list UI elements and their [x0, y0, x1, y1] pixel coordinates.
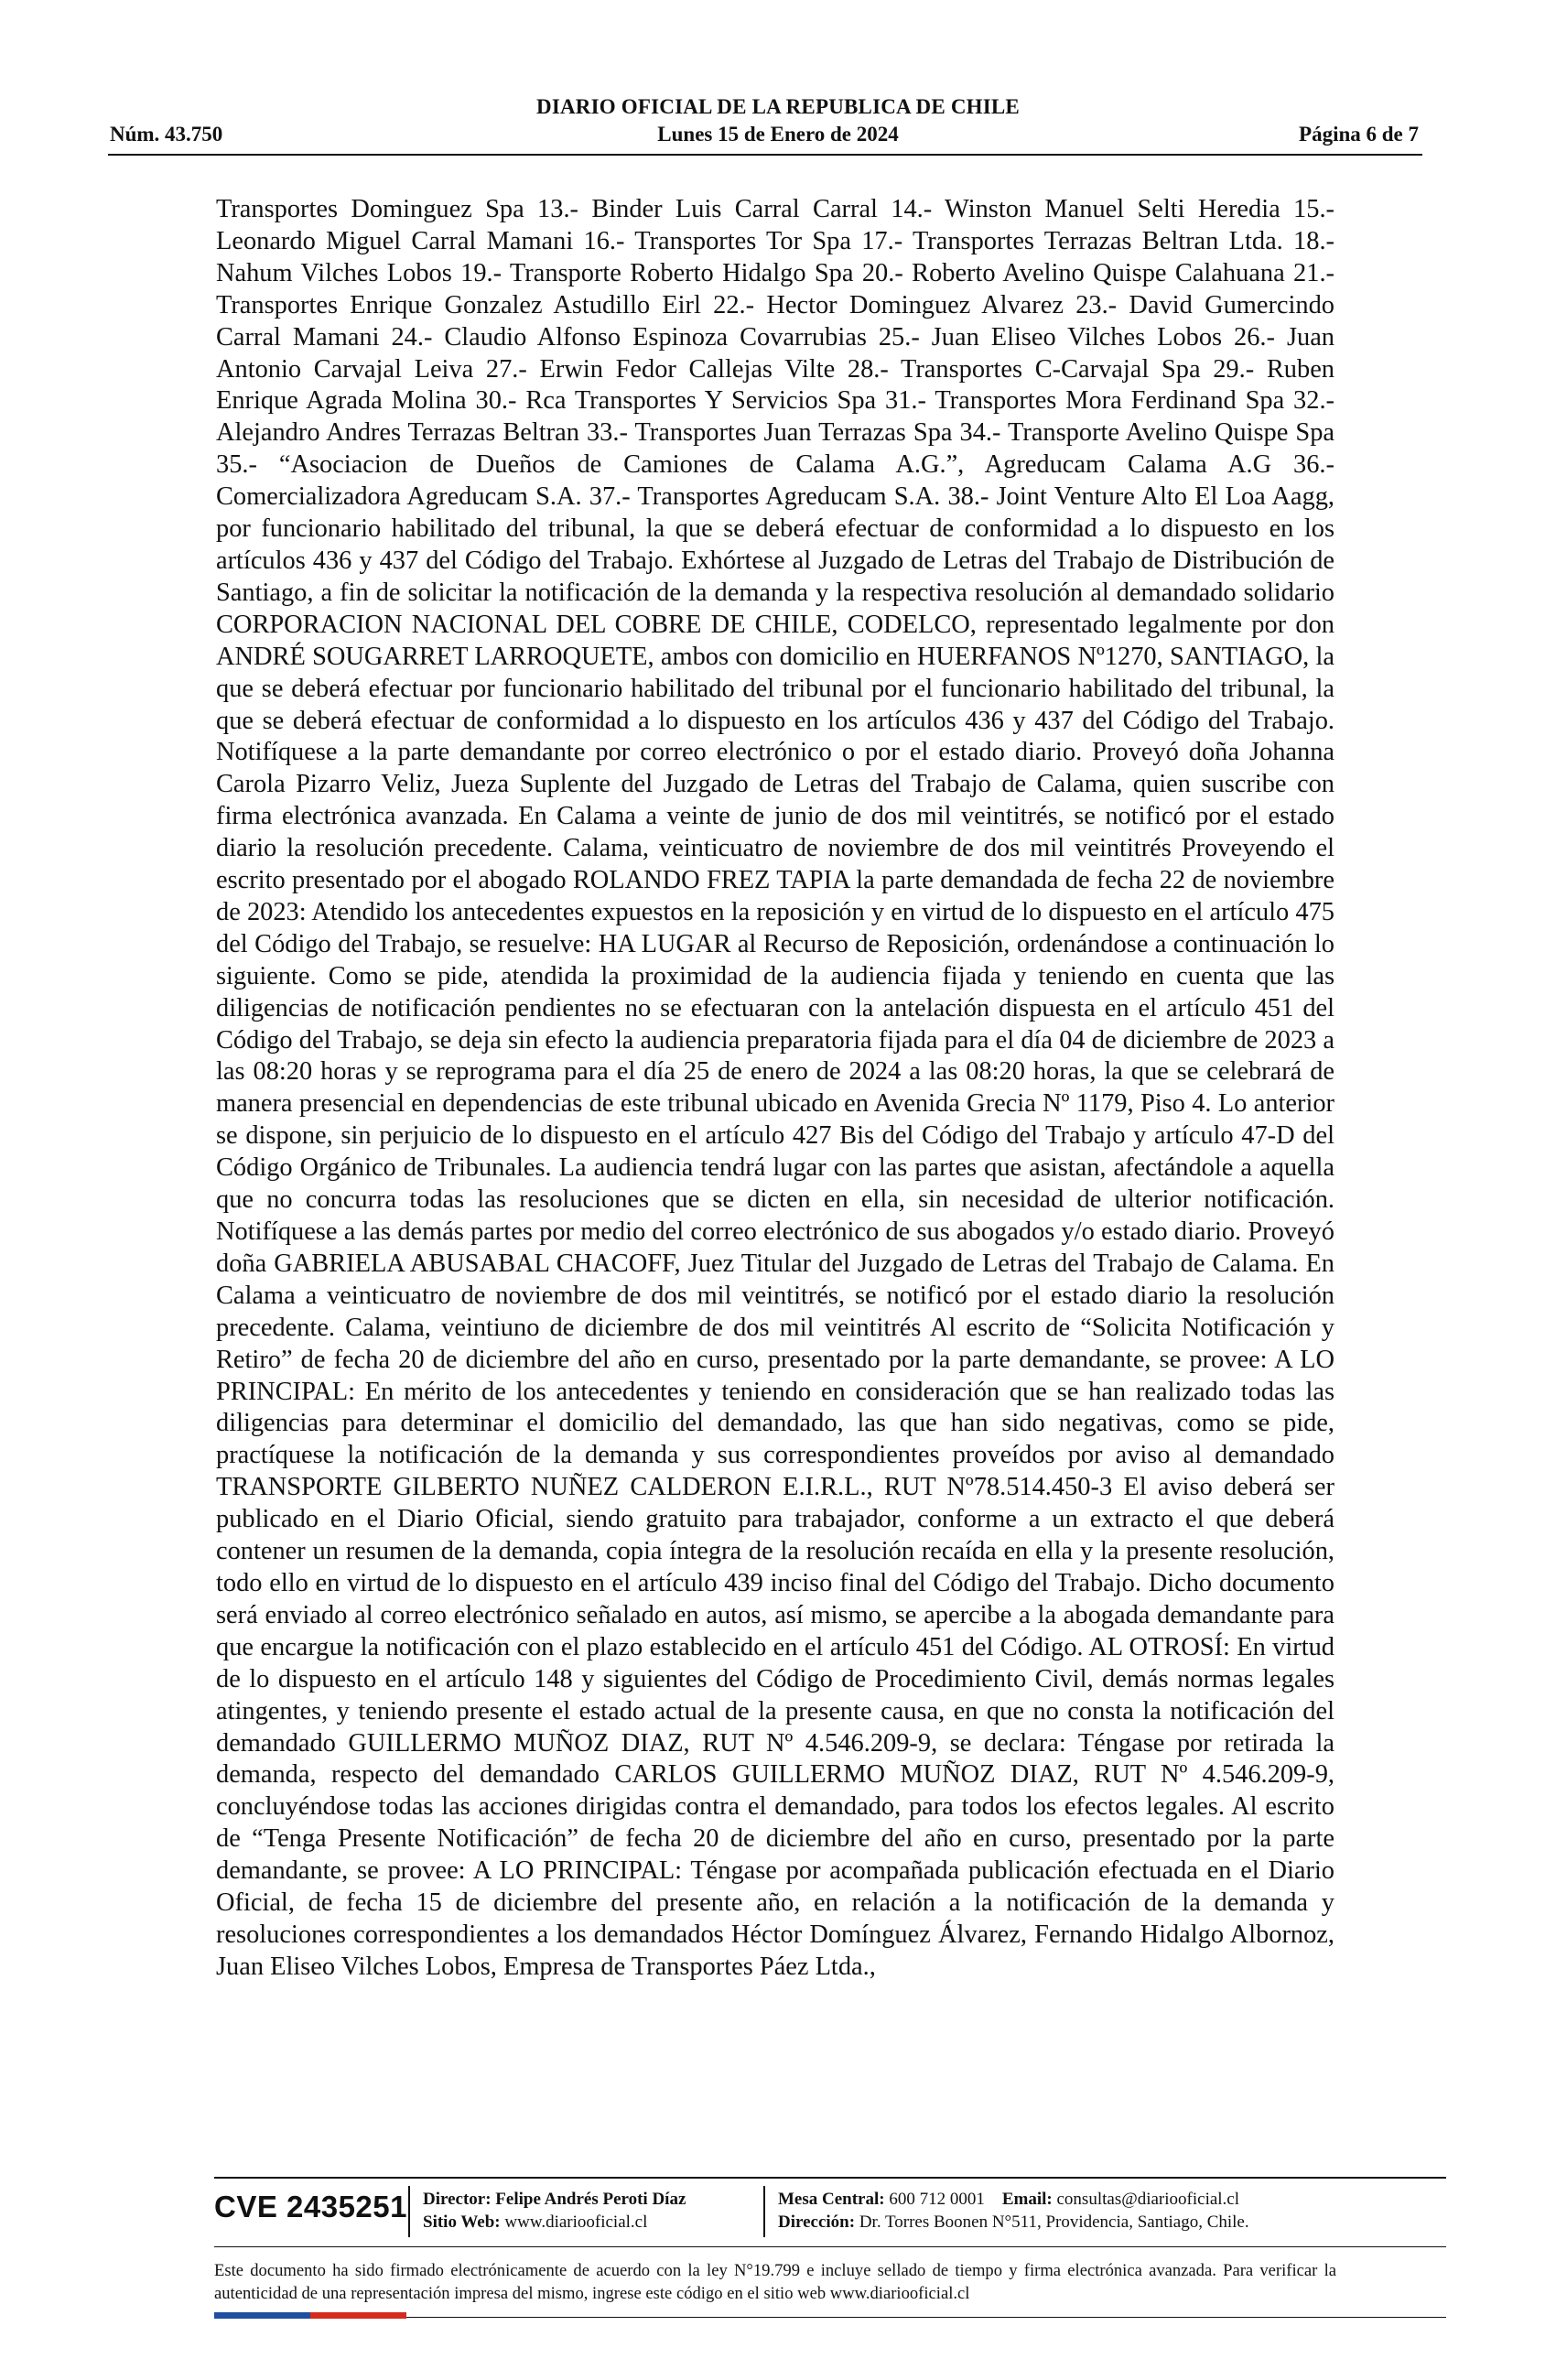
director-label: Director:: [423, 2190, 492, 2209]
page-number: Página 6 de 7: [1299, 123, 1419, 146]
phone-label: Mesa Central:: [778, 2190, 885, 2209]
phone-value: 600 712 0001: [889, 2190, 985, 2209]
footer-director-block: [423, 2188, 686, 2234]
director-name: Felipe Andrés Peroti Díaz: [495, 2190, 686, 2209]
flag-blue-segment: [214, 2312, 310, 2319]
issue-date: Lunes 15 de Enero de 2024: [657, 123, 899, 146]
flag-stripe: [214, 2312, 406, 2319]
footer-separator: [763, 2186, 765, 2237]
website-label: Sitio Web:: [423, 2212, 501, 2232]
publication-title: DIARIO OFICIAL DE LA REPUBLICA DE CHILE: [536, 95, 1020, 118]
issue-number: Núm. 43.750: [110, 123, 223, 146]
footer-contact-block: [778, 2188, 1249, 2234]
page-header: [0, 92, 1556, 156]
footer-divider-top: [214, 2177, 1446, 2179]
footer-separator: [408, 2186, 410, 2237]
footer-divider-end: [406, 2317, 1446, 2318]
email-label: Email:: [1001, 2190, 1053, 2209]
flag-red-segment: [310, 2312, 406, 2319]
address-label: Dirección:: [778, 2212, 856, 2232]
email-link[interactable]: consultas@diariooficial.cl: [1056, 2190, 1240, 2209]
header-divider: [108, 154, 1422, 156]
cve-code: CVE 2435251: [214, 2190, 407, 2223]
document-body: Transportes Dominguez Spa 13.- Binder Luis Carral Carral 14.- Winston Manuel Selti Heredia 15.- Leonardo Miguel Carral Mamani 16.- Transportes Tor Spa 17.- Transportes Terrazas Beltran Ltda. 18.- Nahum Vilches Lobos 19.- Transporte Roberto Hidalgo Spa 20.- Roberto Avelino Quispe Calahuana 21.- Transportes Enrique Gonzalez Astudillo Eirl 22.- Hector Dominguez Alvarez 23.- David Gumercindo Carral Mamani 24.- Claudio Alfonso Espinoza Covarrubias 25.- Juan Eliseo Vilches Lobos 26.- Juan Antonio Carvajal Leiva 27.- Erwin Fedor Callejas Vilte 28.- Transportes C-Carvajal Spa 29.- Ruben Enrique Agrada Molina 30.- Rca Transportes Y Servicios Spa 31.- Transportes Mora Ferdinand Spa 32.- Alejandro Andres Terrazas Beltran 33.- Transportes Juan Terrazas Spa 34.- Transporte Avelino Quispe Spa 35.- “Asociacion de Dueños de Camiones de Calama A.G.”, Agreducam Calama A.G 36.- Comercializadora Agreducam S.A. 37.- Transportes Agreducam S.A. 38.- Joint Venture Alto El Loa Aagg, por funcionario habilitado del tribunal, la que se deberá efectuar de conformidad a lo dispuesto en los artículos 436 y 437 del Código del Trabajo. Exhórtese al Juzgado de Letras del Trabajo de Distribución de Santiago, a fin de solicitar la notificación de la demanda y la respectiva resolución al demandado solidario CORPORACION NACIONAL DEL COBRE DE CHILE, CODELCO, representado legalmente por don ANDRÉ SOUGARRET LARROQUETE, ambos con domicilio en HUERFANOS Nº1270, SANTIAGO, la que se deberá efectuar por funcionario habilitado del tribunal por el funcionario habilitado del tribunal, la que se deberá efectuar de conformidad a lo dispuesto en los artículos 436 y 437 del Código del Trabajo. Notifíquese a la parte demandante por correo electrónico o por el estado diario. Proveyó doña Johanna Carola Pizarro Veliz, Jueza Suplente del Juzgado de Letras del Trabajo de Calama, quien suscribe con firma electrónica avanzada. En Calama a veinte de junio de dos mil veintitrés, se notificó por el estado diario la resolución precedente. Calama, veinticuatro de noviembre de dos mil veintitrés Proveyendo el escrito presentado por el abogado ROLANDO FREZ TAPIA la parte demandada de fecha 22 de noviembre de 2023: Atendido los antecedentes expuestos en la reposición y en virtud de lo dispuesto en el artículo 475 del Código del Trabajo, se resuelve: HA LUGAR al Recurso de Reposición, ordenándose a continuación lo siguiente. Como se pide, atendida la proximidad de la audiencia fijada y teniendo en cuenta que las diligencias de notificación pendientes no se efectuaran con la antelación dispuesta en el artículo 451 del Código del Trabajo, se deja sin efecto la audiencia preparatoria fijada para el día 04 de diciembre de 2023 a las 08:20 horas y se reprograma para el día 25 de enero de 2024 a las 08:20 horas, la que se celebrará de manera presencial en dependencias de este tribunal ubicado en Avenida Grecia Nº 1179, Piso 4. Lo anterior se dispone, sin perjuicio de lo dispuesto en el artículo 427 Bis del Código del Trabajo y artículo 47-D del Código Orgánico de Tribunales. La audiencia tendrá lugar con las partes que asistan, afectándole a aquella que no concurra todas las resoluciones que se dicten en ella, sin necesidad de ulterior notificación. Notifíquese a las demás partes por medio del correo electrónico de sus abogados y/o estado diario. Proveyó doña GABRIELA ABUSABAL CHACOFF, Juez Titular del Juzgado de Letras del Trabajo de Calama. En Calama a veinticuatro de noviembre de dos mil veintitrés, se notificó por el estado diario la resolución precedente. Calama, veintiuno de diciembre de dos mil veintitrés Al escrito de “Solicita Notificación y Retiro” de fecha 20 de diciembre del año en curso, presentado por la parte demandante, se provee: A LO PRINCIPAL: En mérito de los antecedentes y teniendo en consideración que se han realizado todas las diligencias para determinar el domicilio del demandado, las que han sido negativas, como se pide, practíquese la notificación de la demanda y sus correspondientes proveídos por aviso al demandado TRANSPORTE GILBERTO NUÑEZ CALDERON E.I.R.L., RUT Nº78.514.450-3 El aviso deberá ser publicado en el Diario Oficial, siendo gratuito para trabajador, conforme a un extracto el que deberá contener un resumen de la demanda, copia íntegra de la resolución recaída en ella y la presente resolución, todo ello en virtud de lo dispuesto en el artículo 439 inciso final del Código del Trabajo. Dicho documento será enviado al correo electrónico señalado en autos, así mismo, se apercibe a la abogada demandante para que encargue la notificación con el plazo establecido en el artículo 451 del Código. AL OTROSÍ: En virtud de lo dispuesto en el artículo 148 y siguientes del Código de Procedimiento Civil, demás normas legales atingentes, y teniendo presente el estado actual de la presente causa, en que no consta la notificación del demandado GUILLERMO MUÑOZ DIAZ, RUT Nº 4.546.209-9, se declara: Téngase por retirada la demanda, respecto del demandado CARLOS GUILLERMO MUÑOZ DIAZ, RUT Nº 4.546.209-9, concluyéndose todas las acciones dirigidas contra el demandado, para todos los efectos legales. Al escrito de “Tenga Presente Notificación” de fecha 20 de diciembre del año en curso, presentado por la parte demandante, se provee: A LO PRINCIPAL: Téngase por acompañada publicación efectuada en el Diario Oficial, de fecha 15 de diciembre del presente año, en relación a la notificación de la demanda y resoluciones correspondientes a los demandados Héctor Domínguez Álvarez, Fernando Hidalgo Albornoz, Juan Eliseo Vilches Lobos, Empresa de Transportes Páez Ltda.,: [216, 195, 1334, 1981]
footer: [214, 2186, 1446, 2241]
legal-note: Este documento ha sido firmado electrónicamente de acuerdo con la ley N°19.799 e incluye sellado de tiempo y firma electrónica avanzada. Para verificar la autenticidad de una representación impresa del mismo, ingrese este código en el sitio web www.diariooficial.cl: [214, 2261, 1336, 2303]
website-link[interactable]: www.diariooficial.cl: [504, 2212, 648, 2232]
footer-divider-bottom: [214, 2246, 1446, 2247]
address-value: Dr. Torres Boonen N°511, Providencia, Santiago, Chile.: [859, 2212, 1249, 2232]
